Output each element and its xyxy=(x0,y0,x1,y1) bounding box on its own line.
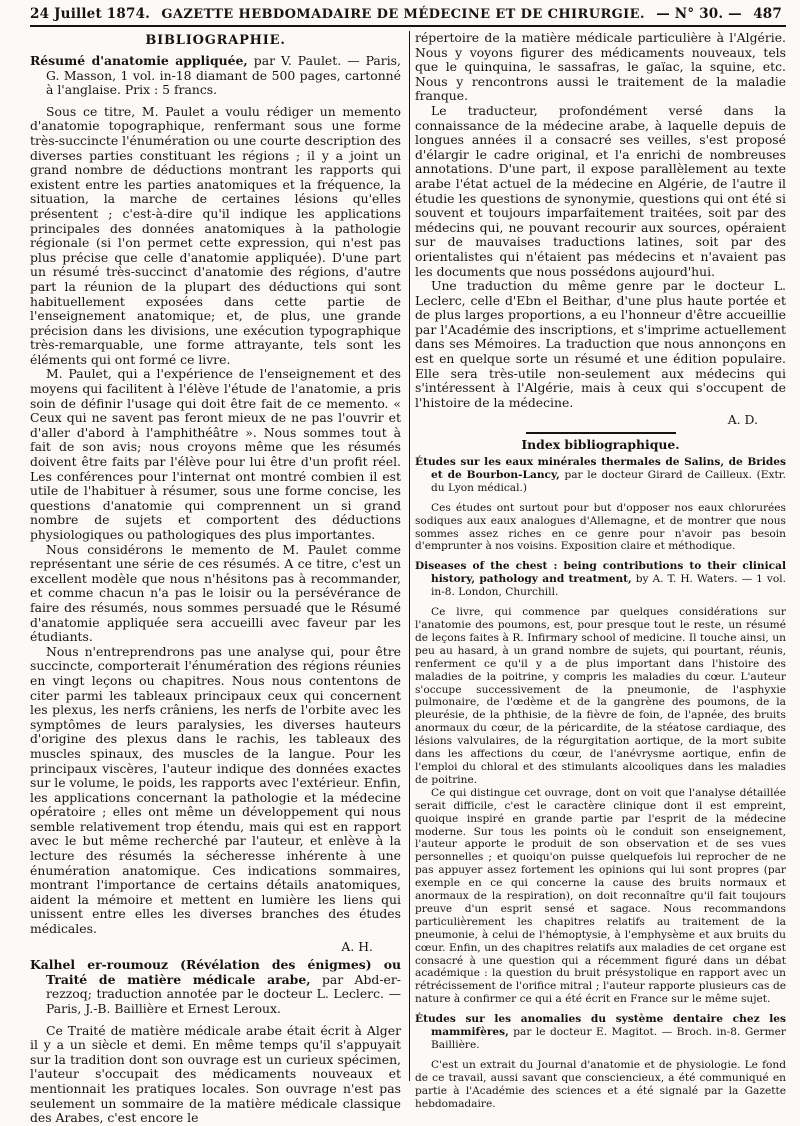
left-column xyxy=(30,31,401,1126)
issue-date: 24 Juillet 1874. xyxy=(30,6,151,22)
index-book-title: Diseases of the chest : being contributions to their clinical history, pathology and treatment, xyxy=(415,560,786,586)
journal-title: GAZETTE HEBDOMADAIRE DE MÉDECINE ET DE CHIRURGIE. xyxy=(161,7,645,22)
index-book-details: by A. T. H. Waters. — 1 vol. in-8. London, Churchill. xyxy=(431,573,786,599)
review-paragraph: Une traduction du même genre par le docteur L. Leclerc, celle d'Ebn el Beithar, d'une plus haute portée et de plus larges proportions, a eu l'honneur d'être accueillie par l'Académie des inscriptions, et s'imprime actuellement dans ses Mémoires. La traduction que nous annonçons en est en quelque sorte un résumé et une édition populaire. Elle sera très-utile non-seulement aux médecins qui s'intéressent à l'Algérie, mais à ceux qui s'occupent de l'histoire de la médecine. xyxy=(415,278,786,410)
book-details: par Abd-er-rezzoq; traduction annotée par le docteur L. Leclerc. — Paris, J.-B. Baillière et Ernest Leroux. xyxy=(46,971,401,1016)
review-paragraph: Nous n'entreprendrons pas une analyse qui, pour être succincte, comporterait l'énumération des régions réunies en vingt leçons ou chapitres. Nous nous contentons de citer parmi les tableaux principaux ceux qui concernent les plexus, les nerfs crâniens, les nerfs de l'orbite avec les symptômes de leurs paralysies, les diverses hauteurs d'origine des plexus dans le rachis, les tableaux des muscles spinaux, des muscles de la langue. Pour les principaux viscères, l'auteur indique des données exactes sur le volume, le poids, les rapports avec l'extérieur. Enfin, les applications concernant la pathologie et la médecine opératoire ; elles ont même un développement qui nous semble relativement trop étendu, mais qui est en rapport avec le but même recherché par l'auteur, et enlève à la lecture des résumés la sécheresse inhérente à une énumération anatomique. Ces indications sommaires, montrant l'importance de certains détails anatomiques, aident la mémoire et mettent en lumière les liens qui unissent entre elles les diverses branches des études médicales. xyxy=(30,643,401,937)
reviewer-signature: A. H. xyxy=(341,938,373,954)
book-title: Kalhel er-roumouz (Révélation des énigmes) ou Traité de matière médicale arabe, xyxy=(30,957,401,987)
running-header xyxy=(30,6,786,24)
index-reference xyxy=(415,560,786,599)
index-book-details: par le docteur Girard de Cailleux. (Extr. du Lyon médical.) xyxy=(431,468,786,494)
column-divider xyxy=(409,31,410,1081)
book-title: Résumé d'anatomie appliquée, xyxy=(30,53,248,68)
index-book-title: Études sur les eaux minérales thermales de Salins, de Brides et de Bourbon-Lancy, xyxy=(415,456,786,481)
book-reference xyxy=(30,958,401,1016)
reviewer-signature: A. D. xyxy=(727,412,758,428)
index-paragraph: Ce qui distingue cet ouvrage, dont on voit que l'analyse détaillée serait difficile, c'est le caractère clinique dont il est empreint, quoique inspiré en grande partie par l'esprit de la médecine moderne. Sur tous les points où le conduit son enseignement, l'auteur apporte le produit de son observation et de ses vues personnelles ; et quoiqu'on puisse quelquefois lui reprocher de ne pas appuyer assez fortement les opinions qui lui sont propres (par exemple en ce qui concerne la cause des bruits normaux et anormaux de la respiration), on doit reconnaître qu'il fait toujours preuve d'un esprit sensé et sagace. Nous recommandons particulièrement les chapitres relatifs au traitement de la pneumonie, à celui de l'hémoptysie, à l'emphysème et aux bruits du cœur. Enfin, un des chapitres relatifs aux maladies de cet organe est consacré à une question qui a récemment figuré dans un débat académique : la question du bruit présystolique en rapport avec un rétrécissement de l'orifice mitral ; l'auteur rapporte plusieurs cas de nature à confirmer ce qui a été écrit en France sur le même sujet. xyxy=(415,786,786,1006)
review-paragraph: Le traducteur, profondément versé dans la connaissance de la médecine arabe, à laquelle depuis de longues années il a consacré ses veilles, s'est proposé d'élargir le cadre original, et l'a enrichi de nombreuses annotations. D'une part, il expose parallèlement au texte arabe l'état actuel de la médecine en Algérie, de l'autre il étudie les questions de synonymie, questions qui ont été si souvent et toujours imparfaitement traitées, soit par des médecins qui, ne pouvant recourir aux sources, opéraient sur de mauvaises traductions latines, soit par des orientalistes qui n'étaient pas médecins et n'avaient pas les documents que nous possédons aujourd'hui. xyxy=(415,102,786,279)
page-number: 487 xyxy=(753,6,782,22)
header-rule xyxy=(30,25,786,27)
index-reference xyxy=(415,1013,786,1052)
two-column-body xyxy=(30,30,786,1126)
book-details: par V. Paulet. — Paris, G. Masson, 1 vol. in-18 diamant de 500 pages, cartonné à l'anglaise. Prix : 5 francs. xyxy=(46,53,401,98)
review-paragraph: Nous considérons le memento de M. Paulet comme représentant une série de ces résumés. A ce titre, c'est un excellent modèle que nous n'hésitons pas à recommander, et comme chacun n'a pas le loisir ou la persévérance de faire des résumés, nous sommes persuadé que le Résumé d'anatomie appliquée sera accueilli avec faveur par les étudiants. xyxy=(30,541,401,645)
section-title: BIBLIOGRAPHIE. xyxy=(145,33,286,48)
index-book-details: par le docteur E. Magitot. — Broch. in-8. Germer Baillière. xyxy=(431,1026,786,1051)
review-paragraph: Ce Traité de matière médicale arabe était écrit à Alger il y a un siècle et demi. En même temps qu'il s'appuyait sur la tradition dont son ouvrage est un curieux spécimen, l'auteur s'occupait des médicaments nouveaux et mentionnait les pratiques locales. Son ouvrage n'est pas seulement un sommaire de la matière médicale classique des Arabes, c'est encore le xyxy=(30,1022,401,1126)
right-column xyxy=(415,30,786,1110)
review-paragraph: Sous ce titre, M. Paulet a voulu rédiger un memento d'anatomie topographique, renfermant sous une forme très-succincte l'énumération ou une courte description des diverses parties constituant les régions ; il y a joint un grand nombre de déductions montrant les rapports qui existent entre les parties anatomiques et la fréquence, la situation, la marche de certaines lésions qu'elles présentent ; c'est-à-dire qu'il indique les applications principales des données anatomiques à la pathologie régionale (si l'on permet cette expression, qui n'est pas plus précise que celle d'anatomie appliquée). D'une part un résumé très-succinct d'anatomie des régions, d'autre part la réunion de la plupart des déductions qui sont habituellement exposées dans cette partie de l'enseignement anatomique; et, de plus, une grande précision dans les divisions, une exécution typographique très-remarquable, une forme attrayante, tels sont les éléments qui ont formé ce livre. xyxy=(30,103,401,367)
index-title: Index bibliographique. xyxy=(521,437,680,453)
section-separator xyxy=(526,432,676,434)
review-paragraph: répertoire de la matière médicale particulière à l'Algérie. Nous y voyons figurer des médicaments nouveaux, tels que le quinquina, le sassafras, le gaïac, la squine, etc. Nous y rencontrons aussi le traitement de la maladie franque. xyxy=(415,30,786,104)
review-paragraph: M. Paulet, qui a l'expérience de l'enseignement et des moyens qui facilitent à l'élève l'étude de l'anatomie, a pris soin de définir l'usage qui doit être fait de ce memento. « Ceux qui ne savent pas feront mieux de ne pas l'ouvrir et d'aller d'abord à l'amphithéâtre ». Nous sommes tout à fait de son avis; nous croyons même que les résumés doivent être faits par l'élève pour lui être d'un profit réel. Les conférences pour l'internat ont montré combien il est utile de l'habituer à résumer, sous une forme concise, les questions d'anatomie qui comprennent un si grand nombre de sujets et comportent des déductions physiologiques ou pathologiques des plus importantes. xyxy=(30,366,401,542)
book-reference xyxy=(30,54,401,98)
index-book-title: Études sur les anomalies du système dentaire chez les mammifères, xyxy=(415,1013,786,1039)
index-paragraph: Ces études ont surtout pour but d'opposer nos eaux chlorurées sodiques aux eaux analogues d'Allemagne, et de montrer que nous sommes assez riches en ce genre pour n'avoir pas besoin d'emprunter à nos voisins. Exposition claire et méthodique. xyxy=(415,501,786,553)
index-paragraph: C'est un extrait du Journal d'anatomie et de physiologie. Le fond de ce travail, aussi savant que consciencieux, a été communiqué en partie à l'Académie des sciences et a été signalé par la Gazette hebdomadaire. xyxy=(415,1058,786,1110)
index-reference xyxy=(415,456,786,495)
index-paragraph: Ce livre, qui commence par quelques considérations sur l'anatomie des poumons, est, pour presque tout le reste, un résumé de leçons faites à R. Infirmary school of medicine. Il touche ainsi, un peu au hasard, à un grand nombre de sujets, qui pourtant, réunis, renferment ce qu'il y a de plus important dans l'histoire des maladies de la poitrine, y compris les maladies du cœur. L'auteur s'occupe successivement de la pneumonie, de l'asphyxie pulmonaire, de l'œdème et de la gangrène des poumons, de la pleurésie, de la phthisie, de la fièvre de foin, de l'apnée, des bruits anormaux du cœur, de la péricardite, de la stéatose cardiaque, des lésions valvulaires, de la régurgitation aortique, de la mort subite dans les affections du cœur, de l'anévrysme aortique, enfin de l'emploi du chloral et des stimulants alcooliques dans les maladies de poitrine. xyxy=(415,606,786,786)
issue-number: — N° 30. — xyxy=(656,6,742,22)
